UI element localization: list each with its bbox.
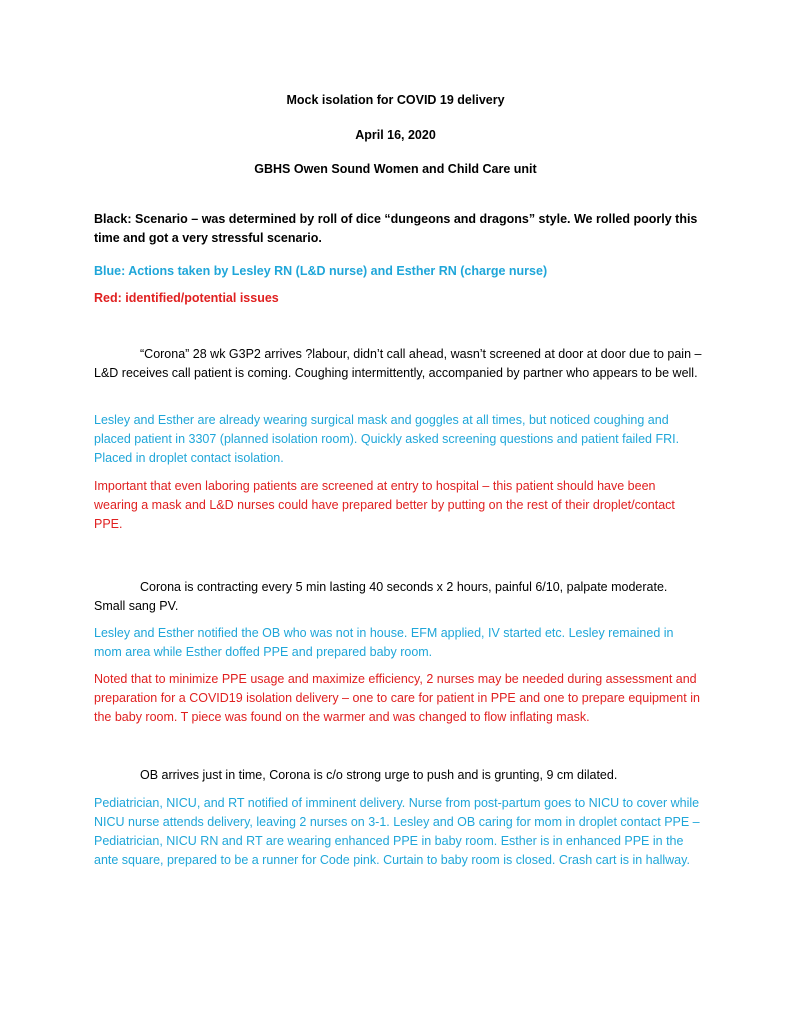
scenario-paragraph-3: OB arrives just in time, Corona is c/o strong urge to push and is grunting, 9 cm dilated. — [140, 768, 618, 782]
actions-paragraph-2: Lesley and Esther notified the OB who was not in house. EFM applied, IV started etc. Lesley remained in mom area while Esther doffed PPE and prepared baby room. — [94, 626, 674, 659]
issues-paragraph-1: Important that even laboring patients are screened at entry to hospital – this patient should have been wearing a mask and L&D nurses could have prepared better by putting on the rest of their droplet/contact PPE. — [94, 479, 675, 531]
document-date: April 16, 2020 — [355, 128, 436, 142]
document-unit: GBHS Owen Sound Women and Child Care unit — [254, 162, 537, 176]
actions-paragraph-1: Lesley and Esther are already wearing surgical mask and goggles at all times, but noticed coughing and placed patient in 3307 (planned isolation room). Quickly asked screening questions and patient failed FRI. Placed in droplet contact isolation. — [94, 413, 680, 465]
scenario-paragraph-1: “Corona” 28 wk G3P2 arrives ?labour, didn’t call ahead, wasn’t screened at door at door due to pain – L&D receives call patient is coming. Coughing intermittently, accompanied by partner who appears to be well. — [94, 347, 702, 380]
legend-black: Black: Scenario – was determined by roll of dice “dungeons and dragons” style. We rolled poorly this time and got a very stressful scenario. — [94, 212, 698, 245]
actions-paragraph-3: Pediatrician, NICU, and RT notified of imminent delivery. Nurse from post-partum goes to NICU to cover while NICU nurse attends delivery, leaving 2 nurses on 3-1. Lesley and OB caring for mom in droplet contact PPE –Pediatrician, NICU RN and RT are wearing enhanced PPE in baby room. Esther is in enhanced PPE in the ante square, prepared to be a runner for Code pink. Curtain to baby room is closed. Crash cart is in hallway. — [94, 796, 700, 867]
issues-paragraph-2: Noted that to minimize PPE usage and maximize efficiency, 2 nurses may be needed during assessment and preparation for a COVID19 isolation delivery – one to care for patient in PPE and one to prepare equipment in the baby room. T piece was found on the warmer and was changed to flow inflating mask. — [94, 672, 700, 724]
scenario-paragraph-2: Corona is contracting every 5 min lasting 40 seconds x 2 hours, painful 6/10, palpate moderate. Small sang PV. — [94, 580, 668, 613]
legend-red: Red: identified/potential issues — [94, 291, 279, 305]
legend-blue: Blue: Actions taken by Lesley RN (L&D nurse) and Esther RN (charge nurse) — [94, 264, 548, 278]
document-title: Mock isolation for COVID 19 delivery — [286, 93, 505, 107]
